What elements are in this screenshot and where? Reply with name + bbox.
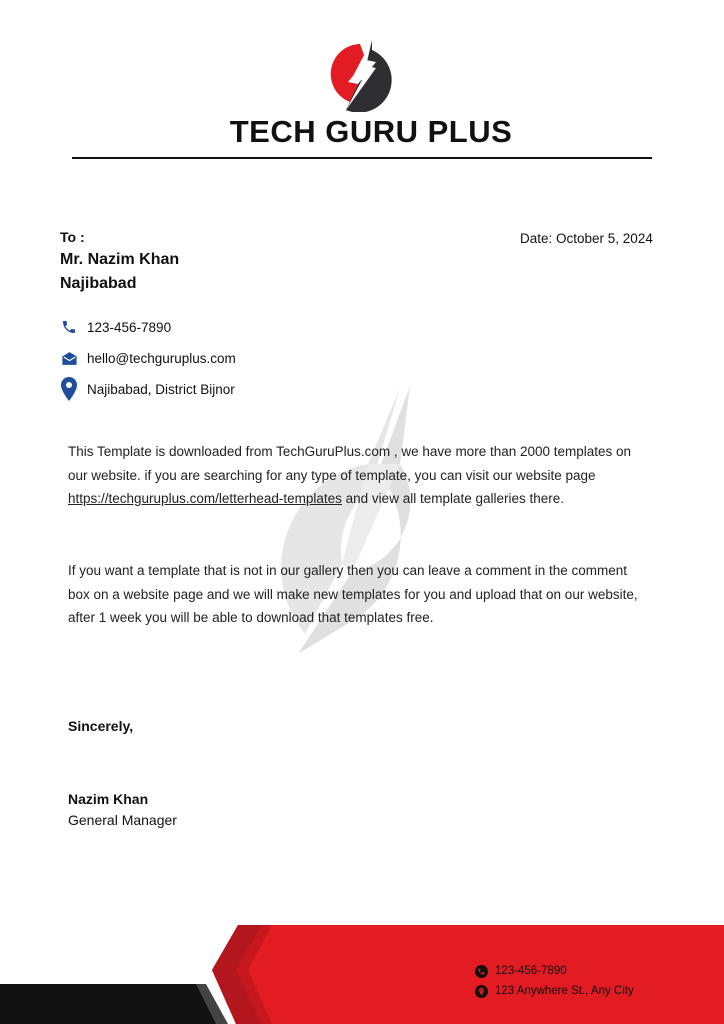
contact-email (60, 347, 236, 369)
location-pin-icon (60, 378, 78, 400)
recipient-city: Najibabad (60, 275, 137, 292)
to-label: To : (60, 229, 85, 245)
header-divider (72, 157, 652, 159)
signer-name: Nazim Khan (68, 791, 149, 807)
footer-phone-icon (474, 964, 488, 978)
footer-location-icon (474, 984, 488, 998)
phone-icon (60, 316, 78, 338)
contact-phone (60, 316, 171, 338)
contact-phone-text: 123-456-7890 (87, 319, 172, 335)
footer-phone-text: 123-456-7890 (495, 965, 567, 977)
company-logo-icon (328, 38, 392, 112)
footer-phone (474, 964, 567, 978)
contact-email-text[interactable]: hello@techguruplus.com (87, 350, 236, 366)
body-paragraph-2: If you want a template that is not in our gallery then you can leave a comment in the comment box on a website page and we will make new templates for you and upload that on our website, after 1 week you will be able to download that templates free. (68, 563, 638, 625)
letter-date: Date: October 5, 2024 (520, 231, 653, 246)
company-name: TECH GURU PLUS (229, 114, 513, 149)
footer-band (0, 922, 724, 1024)
contact-address-text: Najibabad, District Bijnor (87, 381, 235, 397)
footer-address (474, 984, 634, 998)
signer-title: General Manager (68, 812, 177, 828)
body-p1-text: This Template is downloaded from TechGuruPlus.com , we have more than 2000 templates on our website. if you are searching for any type of template, you can visit our website page (68, 444, 632, 483)
contact-address (60, 378, 235, 400)
body-paragraph-1 (68, 440, 648, 511)
body-p1-text-end: and view all template galleries there. (341, 491, 565, 506)
closing-salutation: Sincerely, (68, 718, 134, 734)
templates-link[interactable]: https://techguruplus.com/letterhead-templates (68, 491, 342, 506)
footer-address-text: 123 Anywhere St., Any City (495, 985, 634, 997)
envelope-icon (60, 347, 78, 369)
recipient-name: Mr. Nazim Khan (60, 251, 180, 268)
